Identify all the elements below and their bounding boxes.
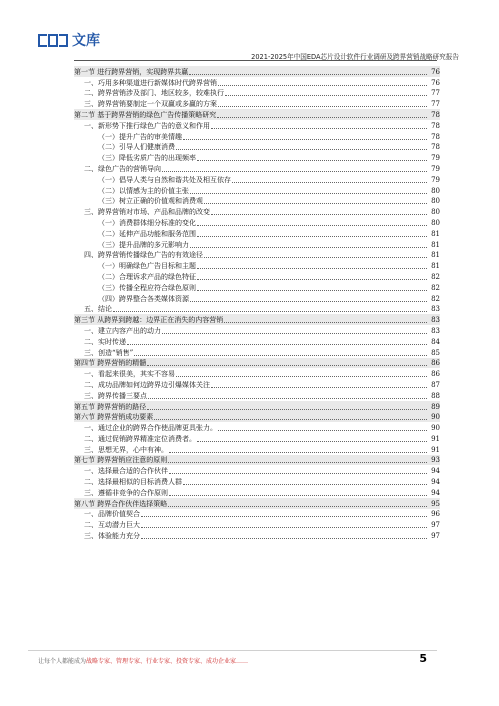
toc-dot-leader <box>197 224 427 226</box>
footer-slogan: 战略专家、管理专家、行业专家、投资专家、成功企业家…… <box>86 658 249 665</box>
toc-dot-leader <box>147 364 427 366</box>
toc-entry-text: （一）消费群体细分标准的变化 <box>98 218 196 227</box>
toc-dot-leader <box>197 289 427 291</box>
toc-entry-text: 二、选择最相似的目标消费人群 <box>84 478 182 487</box>
toc-entry-row[interactable] <box>74 530 440 541</box>
toc-dot-leader <box>176 148 427 150</box>
toc-dot-leader <box>154 418 427 420</box>
toc-entry-text: 第四节 跨界营销的精髓 <box>74 359 147 368</box>
toc-page-number: 85 <box>431 348 440 357</box>
toc-entry-row[interactable] <box>74 444 440 455</box>
toc-dot-leader <box>168 505 427 507</box>
toc-entry-text: 一、看起来很美，其实不容易 <box>84 370 175 379</box>
toc-entry-row[interactable] <box>74 465 440 476</box>
toc-dot-leader <box>190 300 427 302</box>
toc-entry-row[interactable] <box>74 77 440 88</box>
toc-page-number: 94 <box>431 467 440 476</box>
toc-entry-text: 三、创造“销售” <box>84 348 134 357</box>
toc-dot-leader <box>224 321 427 323</box>
toc-dot-leader <box>148 397 427 399</box>
toc-page-number: 97 <box>431 521 440 530</box>
toc-entry-text: 第七节 跨界营销应注意的原则 <box>74 456 168 465</box>
toc-dot-leader <box>141 515 427 517</box>
toc-entry-text: 三、体验能力充分 <box>84 532 140 541</box>
toc-entry-row[interactable] <box>74 98 440 109</box>
toc-entry-text: 一、品牌价值契合 <box>84 510 140 519</box>
toc-entry-row[interactable] <box>74 390 440 401</box>
toc-entry-row[interactable] <box>74 206 440 217</box>
toc-entry-row[interactable] <box>74 368 440 379</box>
footer-divider <box>28 650 437 651</box>
footer-tagline <box>38 656 248 665</box>
toc-dot-leader <box>162 170 427 172</box>
toc-entry-row[interactable] <box>74 304 440 315</box>
toc-section-row[interactable] <box>74 314 440 325</box>
toc-dot-leader <box>169 494 427 496</box>
toc-dot-leader <box>176 375 427 377</box>
toc-dot-leader <box>211 386 427 388</box>
footer-lead-text: 让每个人都能成为 <box>38 658 87 665</box>
toc-entry-row[interactable] <box>74 487 440 498</box>
toc-entry-text: 一、新形势下推行绿色广告的意义和作用 <box>84 121 210 130</box>
toc-entry-row[interactable] <box>74 282 440 293</box>
toc-entry-text: 一、选择最合适的合作伙伴 <box>84 467 168 476</box>
toc-page-number: 84 <box>431 337 440 346</box>
toc-dot-leader <box>217 116 427 118</box>
toc-page-number: 78 <box>431 143 440 152</box>
toc-page-number: 95 <box>431 499 440 508</box>
toc-page-number: 82 <box>431 294 440 303</box>
toc-entry-row[interactable] <box>74 271 440 282</box>
toc-section-row[interactable] <box>74 109 440 120</box>
toc-section-row[interactable] <box>74 401 440 412</box>
toc-page-number: 89 <box>431 402 440 411</box>
toc-entry-row[interactable] <box>74 142 440 153</box>
toc-page-number: 79 <box>431 164 440 173</box>
toc-entry-row[interactable] <box>74 379 440 390</box>
toc-page-number: 77 <box>431 89 440 98</box>
toc-page-number: 90 <box>431 424 440 433</box>
toc-entry-row[interactable] <box>74 163 440 174</box>
toc-dot-leader <box>211 127 427 129</box>
toc-section-row[interactable] <box>74 358 440 369</box>
toc-page-number: 93 <box>431 456 440 465</box>
toc-entry-row[interactable] <box>74 217 440 228</box>
toc-dot-leader <box>197 267 427 269</box>
toc-dot-leader <box>204 256 427 258</box>
toc-page-number: 97 <box>431 532 440 541</box>
toc-dot-leader <box>197 440 427 442</box>
toc-entry-row[interactable] <box>74 433 440 444</box>
toc-dot-leader <box>197 235 427 237</box>
toc-entry-text: （二）合理诉求产品的绿色特征 <box>98 272 196 281</box>
toc-dot-leader <box>168 461 427 463</box>
toc-page-number: 86 <box>431 359 440 368</box>
toc-entry-row[interactable] <box>74 131 440 142</box>
toc-page-number: 91 <box>431 434 440 443</box>
toc-entry-text: 二、跨界营销涉及部门、地区较多，较难执行 <box>84 89 224 98</box>
toc-page-number: 81 <box>431 262 440 271</box>
page-number: 5 <box>419 652 427 665</box>
toc-section-row[interactable] <box>74 498 440 509</box>
toc-entry-text: （二）引导人们健康消费 <box>98 143 175 152</box>
toc-entry-row[interactable] <box>74 476 440 487</box>
toc-page-number: 83 <box>431 305 440 314</box>
toc-entry-text: 三、跨界传播三要点 <box>84 391 147 400</box>
toc-dot-leader <box>162 332 427 334</box>
toc-dot-leader <box>127 343 427 345</box>
toc-dot-leader <box>147 408 427 410</box>
toc-page-number: 78 <box>431 132 440 141</box>
toc-entry-row[interactable] <box>74 260 440 271</box>
toc-entry-text: 一、巧用多种渠道进行新媒体时代跨界营销 <box>84 78 217 87</box>
toc-page-number: 77 <box>431 100 440 109</box>
toc-page-number: 82 <box>431 283 440 292</box>
toc-entry-row[interactable] <box>74 120 440 131</box>
toc-page-number: 76 <box>431 78 440 87</box>
toc-dot-leader <box>183 138 427 140</box>
toc-entry-text: 三、跨界营销要制定一个双赢或多赢的方案 <box>84 100 217 109</box>
toc-entry-row[interactable] <box>74 336 440 347</box>
toc-page-number: 82 <box>431 272 440 281</box>
toc-page-number: 78 <box>431 121 440 130</box>
toc-entry-row[interactable] <box>74 519 440 530</box>
toc-entry-text: （三）降低劣质广告的出现频率 <box>98 154 196 163</box>
toc-page-number: 83 <box>431 326 440 335</box>
toc-entry-row[interactable] <box>74 293 440 304</box>
toc-dot-leader <box>197 278 427 280</box>
toc-dot-leader <box>183 483 427 485</box>
toc-dot-leader <box>134 354 427 356</box>
toc-entry-text: （一）明确绿色广告目标和主题 <box>98 262 196 271</box>
toc-entry-text: 一、建立内容产出的动力 <box>84 326 161 335</box>
logo-text: 文库 <box>72 33 100 49</box>
toc-section-row[interactable] <box>74 66 440 77</box>
toc-entry-text: 二、成功品牌如何边跨界边引爆媒体关注 <box>84 380 210 389</box>
toc-entry-text: （一）提升广告的审美情趣 <box>98 132 182 141</box>
toc-entry-text: （三）传播全程应符合绿色原则 <box>98 283 196 292</box>
toc-entry-text: 三、思想无界，心中有神。 <box>84 445 168 454</box>
toc-entry-text: （四）跨界整合各类媒体资源 <box>98 294 189 303</box>
toc-dot-leader <box>225 94 427 96</box>
toc-entry-row[interactable] <box>74 228 440 239</box>
page-header <box>0 0 499 62</box>
toc-entry-text: 五、结论 <box>84 305 112 314</box>
toc-page-number: 80 <box>431 218 440 227</box>
toc-page-number: 79 <box>431 175 440 184</box>
toc-page-number: 81 <box>431 251 440 260</box>
toc-entry-text: 二、绿色广告的营销导向 <box>84 164 161 173</box>
table-of-contents <box>74 66 440 541</box>
toc-page-number: 90 <box>431 413 440 422</box>
toc-page-number: 94 <box>431 488 440 497</box>
toc-dot-leader <box>141 526 427 528</box>
toc-entry-text: 三、遵循非竞争的合作原则 <box>84 488 168 497</box>
toc-entry-text: （一）倡导人类与自然和谐共处及相互依存 <box>98 175 231 184</box>
toc-page-number: 78 <box>431 110 440 119</box>
toc-entry-row[interactable] <box>74 196 440 207</box>
toc-entry-text: 二、通过促销跨界精准定位消费者。 <box>84 434 196 443</box>
toc-entry-text: （二）延伸产品功能和服务范围 <box>98 229 196 238</box>
toc-page-number: 80 <box>431 208 440 217</box>
wenku-logo <box>38 30 100 50</box>
toc-entry-row[interactable] <box>74 88 440 99</box>
toc-dot-leader <box>197 159 427 161</box>
toc-entry-text: （二）以情感为主的价值主张 <box>98 186 189 195</box>
toc-entry-text: 一、通过企业的跨界合作使品牌更具张力。 <box>84 424 217 433</box>
toc-entry-text: 第一节 进行跨界营销，实现跨界共赢 <box>74 67 189 76</box>
toc-entry-row[interactable] <box>74 174 440 185</box>
toc-dot-leader <box>211 213 427 215</box>
toc-dot-leader <box>204 202 427 204</box>
toc-entry-row[interactable] <box>74 152 440 163</box>
toc-page-number: 80 <box>431 186 440 195</box>
toc-entry-text: 第八节 跨界合作伙伴选择策略 <box>74 499 168 508</box>
toc-dot-leader <box>169 451 427 453</box>
toc-entry-text: 第三节 从跨界到跨越：边界正在消失的内容营销 <box>74 316 224 325</box>
toc-dot-leader <box>189 73 427 75</box>
toc-dot-leader <box>190 192 427 194</box>
toc-entry-text: 第二节 基于跨界营销的绿色广告传播策略研究 <box>74 110 217 119</box>
header-divider <box>74 60 437 61</box>
toc-entry-row[interactable] <box>74 185 440 196</box>
toc-entry-row[interactable] <box>74 325 440 336</box>
toc-entry-text: （三）树立正确的价值观和消费观 <box>98 197 203 206</box>
toc-dot-leader <box>232 181 427 183</box>
toc-entry-text: 三、跨界营销对市场、产品和品牌的改变 <box>84 208 210 217</box>
toc-dot-leader <box>218 429 427 431</box>
toc-entry-text: 二、互动潜力巨大 <box>84 521 140 530</box>
toc-dot-leader <box>218 105 427 107</box>
toc-entry-text: 第六节 跨界营销成功要素 <box>74 413 154 422</box>
toc-entry-row[interactable] <box>74 239 440 250</box>
toc-entry-row[interactable] <box>74 509 440 520</box>
toc-entry-row[interactable] <box>74 347 440 358</box>
logo-mark-icon <box>38 34 68 47</box>
toc-page-number: 81 <box>431 229 440 238</box>
toc-entry-row[interactable] <box>74 250 440 261</box>
toc-page-number: 79 <box>431 154 440 163</box>
toc-dot-leader <box>218 84 427 86</box>
toc-page-number: 94 <box>431 478 440 487</box>
toc-page-number: 80 <box>431 197 440 206</box>
toc-page-number: 88 <box>431 391 440 400</box>
toc-page-number: 76 <box>431 67 440 76</box>
toc-dot-leader <box>190 246 427 248</box>
toc-page-number: 91 <box>431 445 440 454</box>
toc-dot-leader <box>113 310 427 312</box>
toc-entry-text: （三）提升品牌的多元影响力 <box>98 240 189 249</box>
toc-entry-text: 四、跨界营销传播绿色广告的有效途径 <box>84 251 203 260</box>
toc-dot-leader <box>141 537 427 539</box>
document-title: 2021-2025年中国EDA芯片设计软件行业调研及跨界营销战略研究报告 <box>251 53 459 61</box>
toc-page-number: 86 <box>431 370 440 379</box>
toc-entry-text: 第五节 跨界营销的路径 <box>74 402 147 411</box>
toc-page-number: 87 <box>431 380 440 389</box>
toc-dot-leader <box>169 472 427 474</box>
toc-page-number: 83 <box>431 316 440 325</box>
toc-section-row[interactable] <box>74 412 440 423</box>
toc-page-number: 96 <box>431 510 440 519</box>
toc-entry-row[interactable] <box>74 422 440 433</box>
toc-page-number: 81 <box>431 240 440 249</box>
toc-entry-text: 二、实时传递 <box>84 337 126 346</box>
toc-section-row[interactable] <box>74 455 440 466</box>
